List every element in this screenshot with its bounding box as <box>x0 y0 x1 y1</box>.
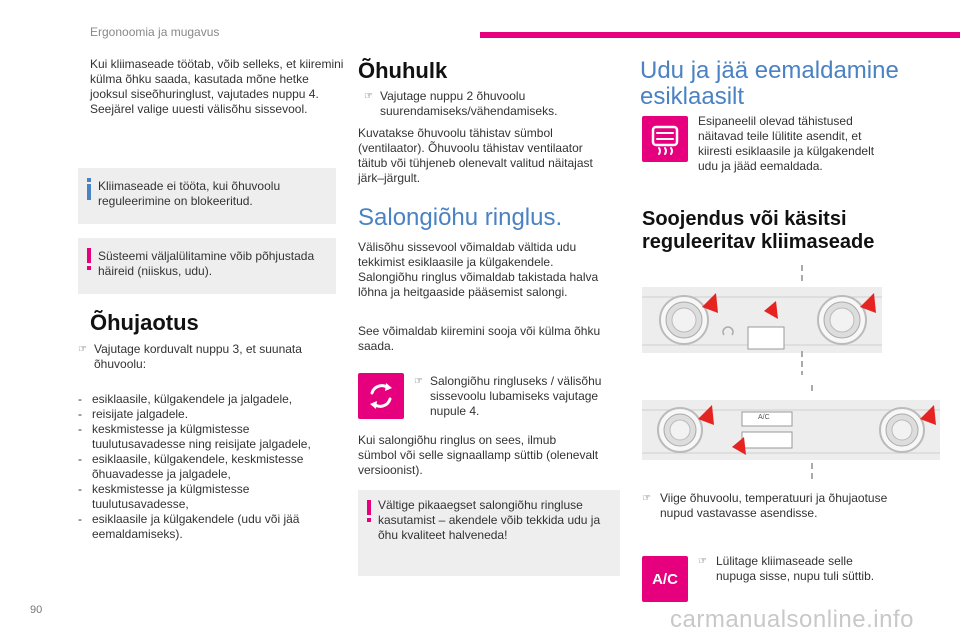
recirculation-indicator-paragraph: Kui salongiõhu ringlus on sees, ilmub sümbol või selle signaallamp süttib (olenevalt versioonist). <box>358 433 599 477</box>
panel-illustration-top <box>642 265 812 375</box>
rear-demist-icon <box>642 116 688 162</box>
list-item: - esiklaasile, külgakendele, keskmistesse õhuavadesse ja jalgadele, <box>78 452 304 481</box>
arrow-bullet-icon: ☞ <box>698 556 707 567</box>
heading-air-distribution: Õhujaotus <box>90 310 199 335</box>
instruction-ac: ☞ Lülitage kliimaseade selle nupuga sisse, nupu tuli süttib. <box>698 554 875 583</box>
list-item: - esiklaasile, külgakendele ja jalgadele, <box>78 392 293 406</box>
list-item: - keskmistesse ja külgmistesse tuulutusavadesse ning reisijate jalgadele, <box>78 422 311 451</box>
page-number: 90 <box>30 604 43 616</box>
panel-illustration-bottom <box>642 385 940 480</box>
heading-recirculation: Salongiõhu ringlus. <box>358 204 563 231</box>
arrow-bullet-icon: ☞ <box>642 493 651 504</box>
heading-manual-ac: Soojendus või käsitsi reguleeritav kliimaseade <box>642 208 875 253</box>
demist-paragraph: Esipaneelil olevad tähistused näitavad teile lülitite asendit, et kiiresti esiklaasile ja külgakendelt udu ja jääd eemaldada. <box>698 114 875 173</box>
instruction-air-flow: ☞ Vajutage nuppu 2 õhuvoolu suurendamiseks/vähendamiseks. <box>364 89 558 118</box>
arrow-bullet-icon: ☞ <box>78 344 87 355</box>
arrow-bullet-icon: ☞ <box>364 91 373 102</box>
panel-ac-label: A/C <box>758 414 770 421</box>
info-icon <box>84 178 94 200</box>
header-accent-bar <box>480 32 960 38</box>
warning-note: Süsteemi väljalülitamine võib põhjustada häireid (niiskus, udu). <box>78 238 336 294</box>
intro-paragraph: Kui kliimaseade töötab, võib selleks, et kiiremini külma õhku saada, kasutada mõne hetke jooksul siseõhuringlust, vajutades nuppu 4. Seejärel valige uuesti välisõhu sissevool. <box>90 57 344 116</box>
list-item: - esiklaasile ja külgakendele (udu või jää eemaldamiseks). <box>78 512 300 541</box>
info-note: Kliimaseade ei tööta, kui õhuvoolu reguleerimine on blokeeritud. <box>78 168 336 224</box>
recirculation-paragraph-2: See võimaldab kiiremini sooja või külma õhku saada. <box>358 324 601 353</box>
recirculation-button-icon <box>358 373 404 419</box>
distribution-list <box>78 392 340 542</box>
warning-note-recirculation: Vältige pikaaegset salongiõhu ringluse kasutamist – akendele võib tekkida udu ja õhu kvaliteet halveneda! <box>358 490 620 576</box>
recirculation-paragraph: Välisõhu sissevool võimaldab vältida udu tekkimist esiklaasile ja külgakendele. Salongiõhu ringlus võimaldab takistada halva lõhna ja heitgaaside pääsemist salongi. <box>358 240 599 299</box>
watermark: carmanualsonline.info <box>670 606 914 633</box>
list-item: - keskmistesse ja külgmistesse tuulutusavadesse, <box>78 482 250 511</box>
heading-demist: Udu ja jää eemaldamine esiklaasilt <box>640 57 899 110</box>
ac-button-icon: A/C <box>642 556 688 602</box>
warning-icon <box>364 500 374 522</box>
warning-icon <box>84 248 94 270</box>
section-header: Ergonoomia ja mugavus <box>90 25 220 39</box>
instruction-knobs: ☞ Viige õhuvoolu, temperatuuri ja õhujaotuse nupud vastavasse asendisse. <box>642 491 888 520</box>
instruction-recirculation: ☞ Salongiõhu ringluseks / välisõhu sissevoolu lubamiseks vajutage nupule 4. <box>414 374 602 418</box>
arrow-bullet-icon: ☞ <box>414 376 423 387</box>
air-flow-paragraph: Kuvatakse õhuvoolu tähistav sümbol (ventilaator). Õhuvoolu tähistav ventilaator täitub või tühjeneb olenevalt valitud näitajast järk–järgult. <box>358 126 593 185</box>
instruction-air-distribution: ☞ Vajutage korduvalt nuppu 3, et suunata õhuvoolu: <box>78 342 302 371</box>
list-item: - reisijate jalgadele. <box>78 407 189 421</box>
heading-air-flow: Õhuhulk <box>358 58 448 83</box>
